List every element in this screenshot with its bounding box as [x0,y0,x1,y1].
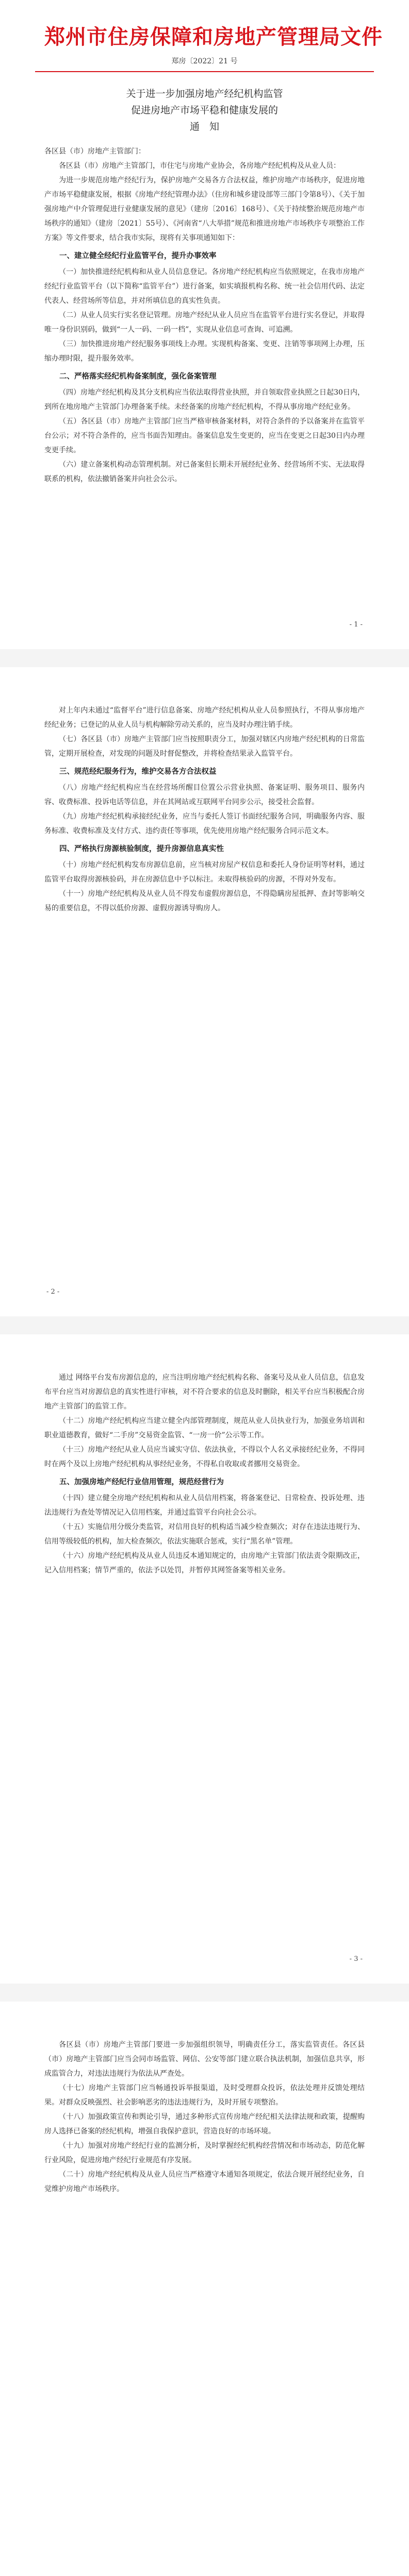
body-paragraph: （十二）房地产经纪机构应当建立健全内部管理制度，规范从业人员执业行为，加强业务培训和职业道德教育，做好“二手房”交易资金监管、“一房一价”公示等工作。 [44,1417,365,1439]
body-paragraph: （七）各区县（市）房地产主管部门应当按照职责分工，加强对辖区内房地产经纪机构的日常监管，定期开展检查，对发现的问题及时督促整改，并将检查结果录入监管平台。 [44,735,365,758]
page-number: - 2 - [46,1288,60,1296]
masthead-red-rule [35,71,374,72]
body-paragraph: （十六）房地产经纪机构及从业人员违反本通知规定的，由房地产主管部门依法责令限期改正，记入信用档案；情节严重的，依法予以处罚，并暂停其网签备案等相关业务。 [44,1552,365,1574]
body-paragraph: （四）房地产经纪机构及其分支机构应当依法取得营业执照，并自领取营业执照之日起30日内，到所在地房地产主管部门办理备案手续。未经备案的房地产经纪机构，不得从事房地产经纪业务。 [44,388,365,411]
body-paragraph: （十八）加强政策宣传和舆论引导，通过多种形式宣传房地产经纪相关法律法规和政策，提醒购房人选择已备案的经纪机构，增强自我保护意识，营造良好的市场环境。 [44,2113,365,2136]
document-number: 郑房〔2022〕21 号 [171,57,238,65]
section-heading: 二、严格落实经纪机构备案制度，强化备案管理 [59,372,217,381]
body-paragraph: （十九）加强对房地产经纪行业的监测分析，及时掌握经纪机构经营情况和市场动态，防范化解行业风险，促进房地产经纪行业规范有序发展。 [44,2142,365,2164]
page-number: - 3 - [349,1955,363,1963]
page-number: - 1 - [349,621,363,629]
document-masthead: 郑州市住房保障和房地产管理局文件 [44,25,383,49]
body-paragraph: （五）各区县（市）房地产主管部门应当严格审核备案材料，对符合条件的予以备案并在监管平台公示；对不符合条件的，应当书面告知理由。备案信息发生变更的，应当在变更之日起30日内办理变更手续。 [44,417,365,454]
page-1 [0,0,409,649]
body-paragraph: （九）房地产经纪机构承接经纪业务，应当与委托人签订书面经纪服务合同，明确服务内容、服务标准、收费标准及支付方式、违约责任等事项，优先使用房地产经纪服务合同示范文本。 [44,812,365,835]
title-line-2: 促进房地产市场平稳和健康发展的 [130,105,278,116]
body-paragraph: （二）从业人员实行实名登记管理。房地产经纪从业人员应当在监管平台进行实名登记，并取得唯一身份识别码，做到“一人一码、一码一档”，实现从业信息可查询、可追溯。 [44,311,365,334]
intro-paragraph: 各区县（市）房地产主管部门，市住宅与房地产业协会，各房地产经纪机构及从业人员： [59,162,340,170]
page-4 [0,2002,409,2576]
document-title [44,86,365,135]
body-paragraph: （十一）房地产经纪机构及从业人员不得发布虚假房源信息，不得隐瞒房屋抵押、查封等影响交易的重要信息，不得以低价房源、虚假房源诱导购房人。 [44,890,365,912]
title-line-1: 关于进一步加强房地产经纪机构监管 [126,88,283,99]
section-heading: 五、加强房地产经纪行业信用管理，规范经营行为 [59,1478,224,1486]
section-heading: 一、建立健全经纪行业监管平台，提升办事效率 [59,252,217,260]
title-line-3: 通 知 [189,121,219,132]
body-paragraph: （十四）建立健全房地产经纪机构和从业人员信用档案，将备案登记、日常检查、投诉处理、违法违规行为查处等情况记入信用档案，并通过监管平台向社会公示。 [44,1494,365,1517]
body-paragraph: （十七）房地产主管部门应当畅通投诉举报渠道，及时受理群众投诉，依法处理并反馈处理结果。对群众反映强烈、社会影响恶劣的违法违规行为，及时开展专项整治。 [44,2084,365,2107]
body-paragraph: （十）房地产经纪机构发布房源信息前，应当核对房屋产权信息和委托人身份证明等材料，通过监管平台取得房源核验码，并在房源信息中予以标注。未取得核验码的房源，不得对外发布。 [44,861,365,884]
body-paragraph: 通过 网络平台发布房源信息的，应当注明房地产经纪机构名称、备案号及从业人员信息，信息发布平台应当对房源信息的真实性进行审核，对不符合要求的信息及时删除，相关平台应当积极配合房地产主管部门的监管工作。 [44,1374,365,1411]
body-paragraph: （八）房地产经纪机构应当在经营场所醒目位置公示营业执照、备案证明、服务项目、服务内容、收费标准、投诉电话等信息，并在其网站或互联网平台同步公示，接受社会监督。 [44,784,365,806]
body-paragraph: （十三）房地产经纪从业人员应当诚实守信、依法执业，不得以个人名义承接经纪业务，不得同时在两个及以上房地产经纪机构从事经纪业务，不得私自收取或者挪用交易资金。 [44,1446,365,1468]
body-paragraph: 各区县（市）房地产主管部门要进一步加强组织领导，明确责任分工，落实监管责任。各区县（市）房地产主管部门应当会同市场监管、网信、公安等部门建立联合执法机制，加强信息共享，形成监管合力，对违法违规行为依法从严查处。 [44,2041,365,2078]
body-paragraph: 对上年内未通过“监督平台”进行信息备案、房地产经纪机构从业人员参照执行，不得从事房地产经纪业务；已登记的从业人员与机构解除劳动关系的，应当及时办理注销手续。 [44,706,365,729]
recipient-line: 各区县（市）房地产主管部门： [44,147,145,156]
section-heading: 四、严格执行房源核验制度，提升房源信息真实性 [59,845,224,853]
body-paragraph: （一）加快推进经纪机构和从业人员信息登记。各房地产经纪机构应当依照规定，在我市房地产经纪行业监管平台（以下简称“监管平台”）进行备案，如实填报机构名称、统一社会信用代码、法定代表人、经营场所等信息，并对所填信息的真实性负责。 [44,268,365,305]
body-paragraph: （六）建立备案机构动态管理机制。对已备案但长期未开展经纪业务、经营场所不实、无法取得联系的机构，依法撤销备案并向社会公示。 [44,461,365,483]
page-3 [0,1334,409,1984]
section-heading: 三、规范经纪服务行为，维护交易各方合法权益 [59,768,217,776]
body-paragraph: （三）加快推进房地产经纪服务事项线上办理。实现机构备案、变更、注销等事项网上办理，压缩办理时限，提升服务效率。 [44,340,365,363]
body-paragraph: （十五）实施信用分级分类监管，对信用良好的机构适当减少检查频次；对存在违法违规行为、信用等级较低的机构，加大检查频次，依法实施联合惩戒，实行“黑名单”管理。 [44,1523,365,1546]
body-paragraph: （二十）房地产经纪机构及从业人员应当严格遵守本通知各项规定，依法合规开展经纪业务，自觉维护房地产市场秩序。 [44,2171,365,2193]
page-2 [0,667,409,1316]
intro-paragraph: 为进一步规范房地产经纪行为，保护房地产交易各方合法权益，维护房地产市场秩序，促进房地产市场平稳健康发展，根据《房地产经纪管理办法》（住房和城乡建设部等三部门令第8号）、《关于加强房地产中介管理促进行业健康发展的意见》（建房〔2016〕168号）、《关于持续整治规范房地产市场秩序的通知》（建房〔2021〕55号）、《河南省“八大举措”规范和推进房地产市场秩序专项整治工作方案》等文件要求，结合我市实际，现将有关事项通知如下： [44,176,365,242]
